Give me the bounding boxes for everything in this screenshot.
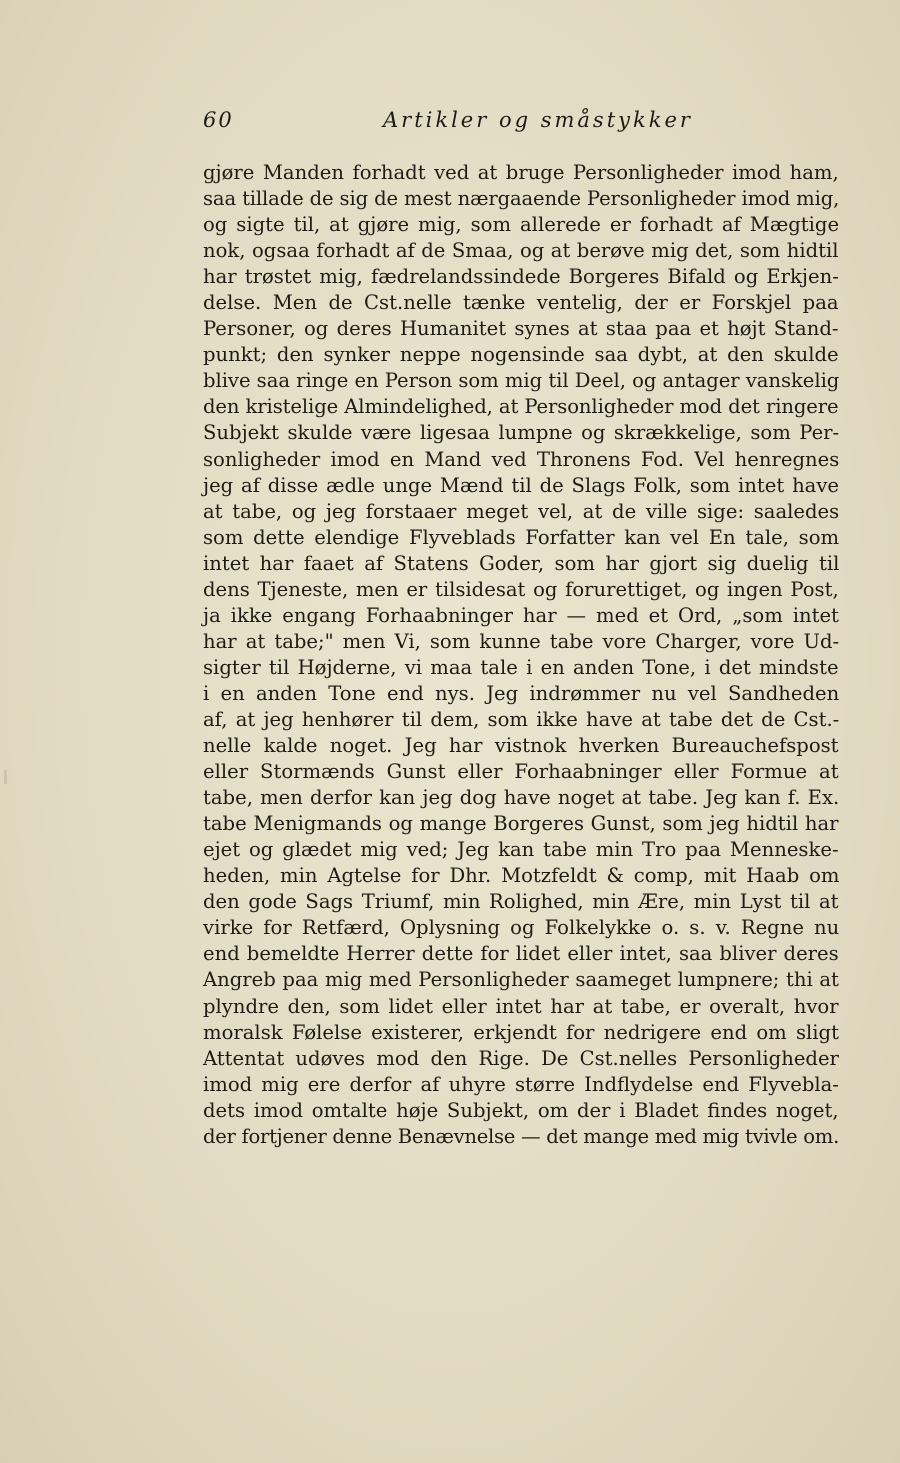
text-line: sonligheder imod en Mand ved Thronens Fod. Vel henregnes <box>203 447 840 471</box>
page-number: 60 <box>203 108 234 132</box>
text-line: nelle kalde noget. Jeg har vistnok hverken Bureauchefspost <box>203 734 839 758</box>
running-title: Artikler og småstykker <box>383 108 693 132</box>
body-text <box>203 160 839 1150</box>
text-line: at tabe, og jeg forstaaer meget vel, at de ville sige: saaledes <box>203 499 840 523</box>
text-line: dets imod omtalte høje Subjekt, om der i Bladet findes noget, <box>203 1098 839 1122</box>
text-line: som dette elendige Flyveblads Forfatter kan vel En tale, som <box>203 525 840 549</box>
text-line: af, at jeg henhører til dem, som ikke have at tabe det de Cst.- <box>203 707 840 731</box>
text-line: eller Stormænds Gunst eller Forhaabninger eller Formue at <box>203 760 839 784</box>
text-line: saa tillade de sig de mest nærgaaende Personligheder imod mig, <box>203 187 840 211</box>
text-line: jeg af disse ædle unge Mænd til de Slags Folk, som intet have <box>203 473 840 497</box>
text-line: ja ikke engang Forhaabninger har — med et Ord, „som intet <box>203 603 839 627</box>
text-line: nok, ogsaa forhadt af de Smaa, og at berøve mig det, som hidtil <box>203 239 839 263</box>
page-header <box>203 108 839 142</box>
text-line: og sigte til, at gjøre mig, som allerede er forhadt af Mægtige <box>203 213 840 237</box>
text-line: i en anden Tone end nys. Jeg indrømmer nu vel Sandheden <box>203 681 840 705</box>
text-line: dens Tjeneste, men er tilsidesat og forurettiget, og ingen Post, <box>203 577 839 601</box>
text-line: blive saa ringe en Person som mig til Deel, og antager vanskelig <box>203 369 840 393</box>
text-line: den gode Sags Triumf, min Rolighed, min Ære, min Lyst til at <box>203 890 839 914</box>
text-line: har trøstet mig, fædrelandssindede Borgeres Bifald og Erkjen- <box>203 265 839 289</box>
text-line: delse. Men de Cst.nelle tænke ventelig, der er Forskjel paa <box>203 291 839 315</box>
text-line: Subjekt skulde være ligesaa lumpne og skrækkelige, som Per- <box>203 421 840 445</box>
text-line: Personer, og deres Humanitet synes at staa paa et højt Stand- <box>203 317 839 341</box>
text-line: ejet og glædet mig ved; Jeg kan tabe min Tro paa Menneske- <box>203 838 839 862</box>
text-line: tabe Menigmands og mange Borgeres Gunst, som jeg hidtil har <box>203 812 839 836</box>
text-line: moralsk Følelse existerer, erkjendt for nedrigere end om sligt <box>203 1020 839 1044</box>
text-line: har at tabe;" men Vi, som kunne tabe vore Charger, vore Ud- <box>203 629 840 653</box>
text-line: plyndre den, som lidet eller intet har at tabe, er overalt, hvor <box>203 994 839 1018</box>
text-line: punkt; den synker neppe nogensinde saa dybt, at den skulde <box>203 343 839 367</box>
text-line: virke for Retfærd, Oplysning og Folkelykke o. s. v. Regne nu <box>203 916 840 940</box>
text-line: heden, min Agtelse for Dhr. Motzfeldt & comp, mit Haab om <box>203 864 840 888</box>
page-margin-mark <box>4 770 7 784</box>
text-line: end bemeldte Herrer dette for lidet eller intet, saa bliver deres <box>203 942 839 966</box>
text-line: den kristelige Almindelighed, at Personligheder mod det ringere <box>203 395 839 419</box>
text-line: Angreb paa mig med Personligheder saameget lumpnere; thi at <box>203 968 839 992</box>
text-line: sigter til Højderne, vi maa tale i en anden Tone, i det mindste <box>203 655 839 679</box>
text-line: der fortjener denne Benævnelse — det mange med mig tvivle om. <box>203 1124 840 1148</box>
text-line: tabe, men derfor kan jeg dog have noget at tabe. Jeg kan f. Ex. <box>203 786 840 810</box>
text-line: intet har faaet af Statens Goder, som har gjort sig duelig til <box>203 551 840 575</box>
text-line: imod mig ere derfor af uhyre større Indflydelse end Flyvebla- <box>203 1072 839 1096</box>
text-line: gjøre Manden forhadt ved at bruge Personligheder imod ham, <box>203 161 839 184</box>
text-line: Attentat udøves mod den Rige. De Cst.nelles Personligheder <box>203 1046 839 1070</box>
